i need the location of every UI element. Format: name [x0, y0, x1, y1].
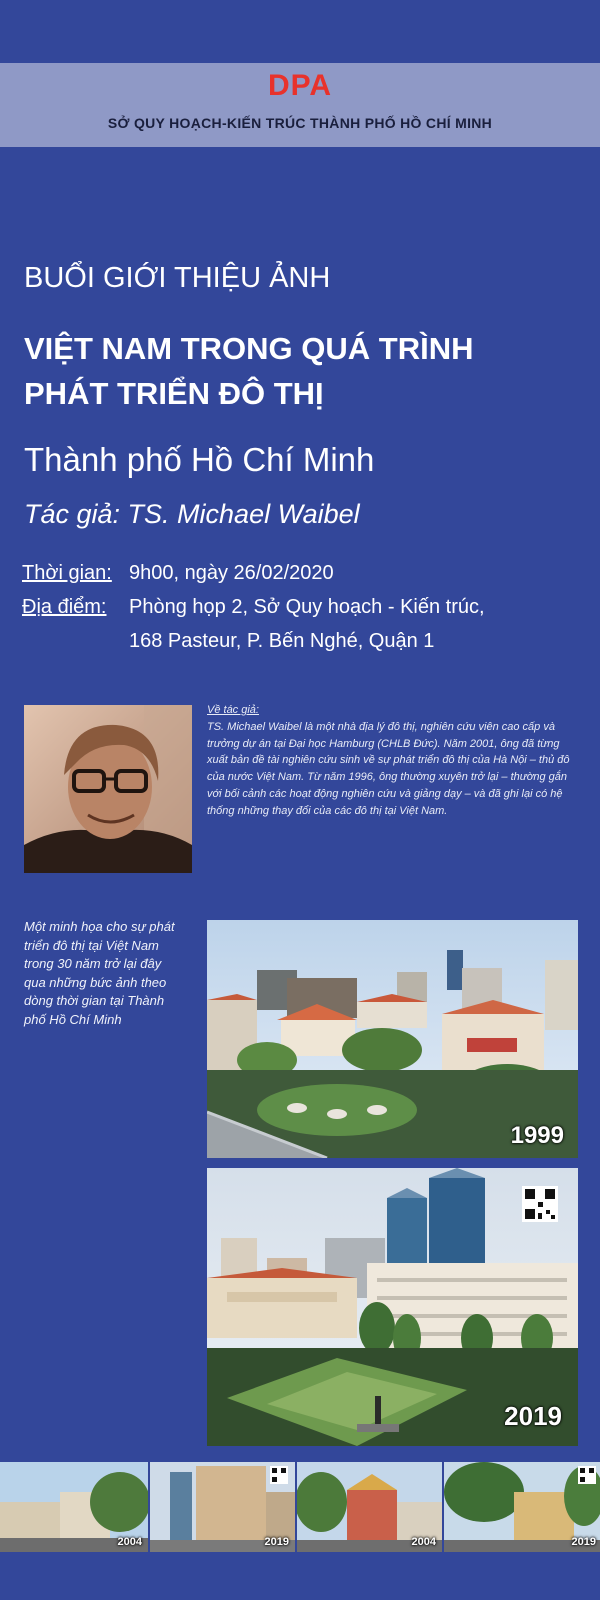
event-title — [24, 326, 474, 416]
event-author: Tác giả: TS. Michael Waibel — [24, 499, 360, 529]
time-value: 9h00, ngày 26/02/2020 — [129, 562, 334, 584]
strip-year-2: 2019 — [264, 1536, 289, 1548]
strip-year-4: 2019 — [571, 1536, 596, 1548]
photo-1999 — [207, 920, 578, 1158]
strip-year-3: 2004 — [411, 1536, 436, 1548]
photo-caption: Một minh họa cho sự phát triển đô thị tại Việt Nam trong 30 năm trở lại đây qua những bức ảnh theo dòng thời gian tại Thành phố Hồ Chí Minh — [24, 919, 175, 1027]
place-line-1: Phòng họp 2, Sở Quy hoạch - Kiến trúc, — [129, 596, 485, 618]
photo-year-1999: 1999 — [510, 1122, 564, 1149]
strip-photo-4 — [444, 1462, 600, 1552]
time-label: Thời gian: — [22, 562, 112, 584]
event-intro: BUỔI GIỚI THIỆU ẢNH — [24, 262, 331, 294]
photo-2019 — [207, 1168, 578, 1446]
strip-qr-icon-2 — [578, 1466, 596, 1484]
about-heading: Về tác giả: — [207, 704, 259, 716]
event-city: Thành phố Hồ Chí Minh — [24, 441, 375, 478]
strip-photo-3 — [297, 1462, 442, 1552]
strip-photo-1 — [0, 1462, 148, 1552]
qr-code-icon — [522, 1186, 558, 1222]
strip-qr-icon-1 — [270, 1466, 288, 1484]
strip-year-1: 2004 — [117, 1536, 142, 1548]
strip-photo-2 — [150, 1462, 295, 1552]
place-label: Địa điểm: — [22, 596, 107, 618]
org-name: SỞ QUY HOẠCH-KIẾN TRÚC THÀNH PHỐ HỒ CHÍ MINH — [107, 115, 493, 131]
place-line-2: 168 Pasteur, P. Bến Nghé, Quận 1 — [129, 630, 435, 652]
dpa-logo: DPA — [267, 69, 333, 102]
event-title-line-1: VIỆT NAM TRONG QUÁ TRÌNH — [24, 331, 474, 366]
about-text: TS. Michael Waibel là một nhà địa lý đô thị, nghiên cứu viên cao cấp và trưởng dự án tại Đại học Hamburg (CHLB Đức). Năm 2001, ông đã từng xuất bản đề tài nghiên cứu sinh về sự phát triển đô thị của Hà Nội – thủ đô của nước Việt Nam. Từ năm 1996, ông thường xuyên trở lại – thường gắn với bối cảnh các hoạt động nghiên cứu và giảng dạy – và đã ghi lại có hệ thống những thay đổi của các đô thị tại Việt Nam. — [207, 721, 570, 817]
author-portrait — [24, 705, 192, 873]
header-band — [0, 63, 600, 147]
event-title-line-2: PHÁT TRIỂN ĐÔ THỊ — [24, 376, 324, 411]
photo-year-2019: 2019 — [504, 1401, 562, 1431]
